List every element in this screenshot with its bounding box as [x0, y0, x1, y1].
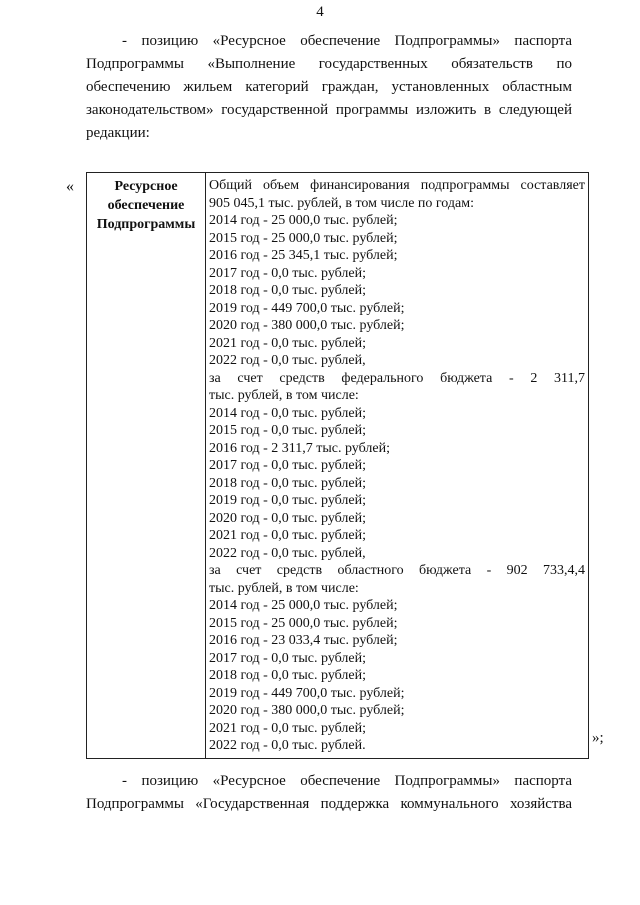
outro-line: - позицию «Ресурсное обеспечение Подпрограммы» паспорта [122, 773, 572, 789]
closing-quote: »; [592, 730, 604, 746]
year-line: 2021 год - 0,0 тыс. рублей; [209, 335, 367, 351]
intro-paragraph [86, 30, 572, 145]
position-name-line: Подпрограммы [96, 217, 196, 232]
year-line: 2021 год - 0,0 тыс. рублей; [209, 528, 367, 543]
content-line: тыс. рублей, в том числе: [209, 580, 359, 596]
intro-line: обеспечению жильем категорий граждан, установленных областным [86, 79, 572, 95]
year-line: 2022 год - 0,0 тыс. рублей. [209, 738, 366, 753]
year-line: 2022 год - 0,0 тыс. рублей, [209, 353, 366, 368]
year-line: 2020 год - 0,0 тыс. рублей; [209, 510, 367, 526]
position-name-cell [87, 173, 206, 759]
year-line: 2014 год - 0,0 тыс. рублей; [209, 405, 367, 421]
year-line: 2015 год - 25 000,0 тыс. рублей; [209, 230, 398, 246]
year-line: 2022 год - 0,0 тыс. рублей, [209, 545, 366, 561]
position-name-line: обеспечение [107, 198, 185, 213]
intro-line: законодательством» государственной программы изложить в следующей [86, 102, 572, 118]
year-line: 2018 год - 0,0 тыс. рублей; [209, 668, 367, 683]
content-line: Общий объем финансирования подпрограммы составляет [209, 178, 585, 193]
year-line: 2014 год - 25 000,0 тыс. рублей; [209, 213, 398, 228]
year-line: 2018 год - 0,0 тыс. рублей; [209, 283, 367, 298]
resource-table [86, 172, 589, 759]
year-line: 2018 год - 0,0 тыс. рублей; [209, 475, 367, 491]
year-line: 2021 год - 0,0 тыс. рублей; [209, 720, 367, 736]
position-content-cell [206, 173, 589, 759]
table-row [87, 173, 589, 759]
year-line: 2019 год - 449 700,0 тыс. рублей; [209, 685, 405, 701]
position-name-line: Ресурсное [114, 179, 178, 194]
intro-line: - позицию «Ресурсное обеспечение Подпрограммы» паспорта [122, 33, 572, 49]
year-line: 2019 год - 449 700,0 тыс. рублей; [209, 300, 405, 316]
year-line: 2017 год - 0,0 тыс. рублей; [209, 458, 367, 473]
content-line: тыс. рублей, в том числе: [209, 388, 359, 403]
year-line: 2015 год - 0,0 тыс. рублей; [209, 423, 367, 438]
year-line: 2015 год - 25 000,0 тыс. рублей; [209, 615, 398, 631]
year-line: 2016 год - 25 345,1 тыс. рублей; [209, 248, 398, 263]
year-line: 2016 год - 23 033,4 тыс. рублей; [209, 633, 398, 648]
intro-line: редакции: [86, 125, 150, 141]
year-line: 2020 год - 380 000,0 тыс. рублей; [209, 318, 405, 333]
outro-line: Подпрограммы «Государственная поддержка коммунального хозяйства [86, 796, 572, 812]
year-line: 2020 год - 380 000,0 тыс. рублей; [209, 703, 405, 718]
outro-paragraph [86, 770, 572, 816]
content-line: за счет средств областного бюджета - 902 733,4,4 [209, 563, 585, 578]
content-line: за счет средств федерального бюджета - 2 311,7 [209, 370, 585, 386]
opening-quote: « [66, 178, 74, 195]
year-line: 2017 год - 0,0 тыс. рублей; [209, 265, 367, 281]
page-number: 4 [316, 4, 324, 20]
year-line: 2016 год - 2 311,7 тыс. рублей; [209, 440, 390, 456]
year-line: 2019 год - 0,0 тыс. рублей; [209, 493, 367, 508]
intro-line: Подпрограммы «Выполнение государственных обязательств по [86, 56, 572, 72]
year-line: 2014 год - 25 000,0 тыс. рублей; [209, 598, 398, 613]
content-line: 905 045,1 тыс. рублей, в том числе по годам: [209, 195, 474, 211]
year-line: 2017 год - 0,0 тыс. рублей; [209, 650, 367, 666]
